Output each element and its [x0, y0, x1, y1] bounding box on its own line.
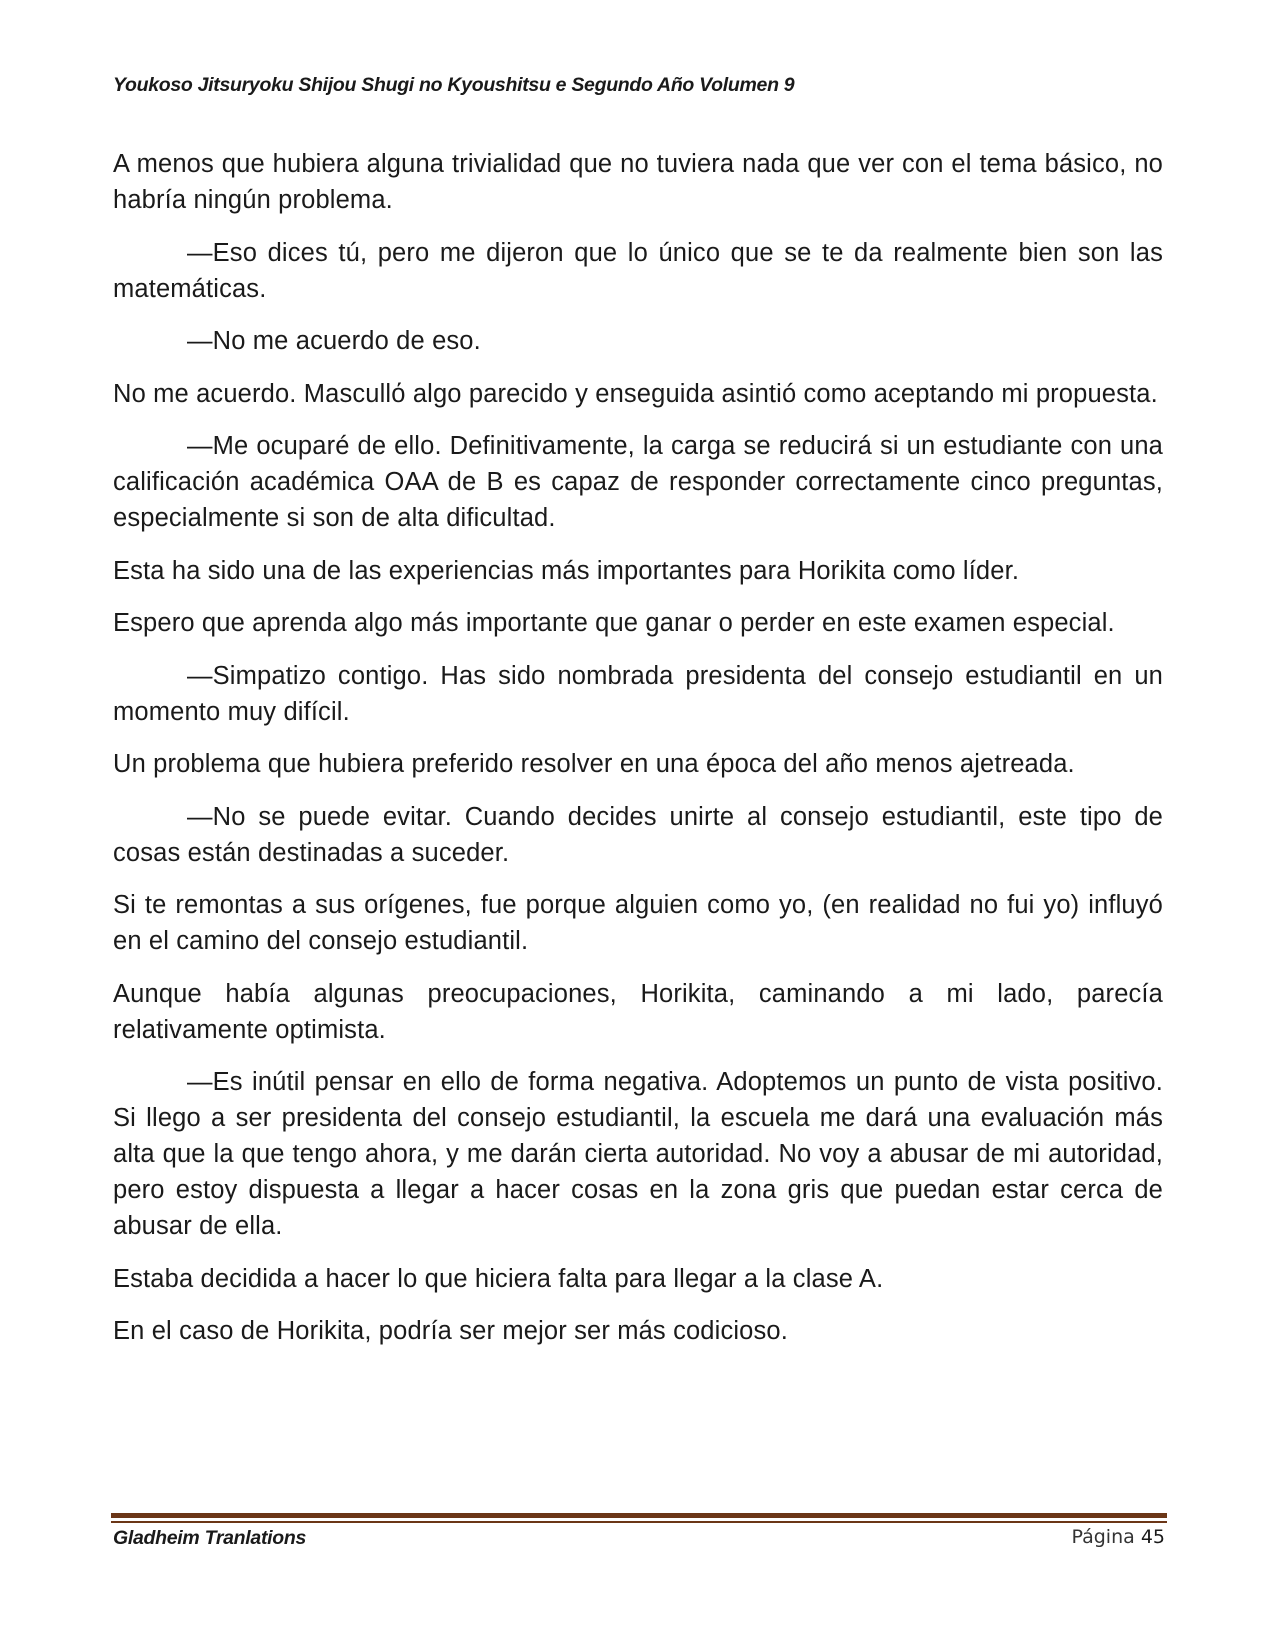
paragraph: Un problema que hubiera preferido resolver en una época del año menos ajetreada.: [113, 750, 1075, 778]
page-label: Página: [1071, 1526, 1135, 1548]
page-number: 45: [1140, 1526, 1165, 1548]
paragraph: A menos que hubiera alguna trivialidad que no tuviera nada que ver con el tema básico, no habría ningún problema.: [113, 150, 1163, 214]
footer-rule-thin: [111, 1521, 1167, 1523]
dialog-paragraph: —Simpatizo contigo. Has sido nombrada presidenta del consejo estudiantil en un momento muy difícil.: [113, 661, 1163, 726]
dialog-paragraph: —No se puede evitar. Cuando decides unirte al consejo estudiantil, este tipo de cosas están destinadas a suceder.: [113, 802, 1163, 867]
dialog-paragraph: —No me acuerdo de eso.: [187, 327, 481, 355]
dialog-paragraph: —Es inútil pensar en ello de forma negativa. Adoptemos un punto de vista positivo. Si llego a ser presidenta del consejo estudiantil, la escuela me dará una evaluación más alta que la que tengo ahora, y me darán cierta autoridad. No voy a abusar de mi autoridad, pero estoy dispuesta a llegar a hacer cosas en la zona gris que puedan estar cerca de abusar de ella.: [113, 1068, 1163, 1240]
paragraph: Aunque había algunas preocupaciones, Horikita, caminando a mi lado, parecía relativamente optimista.: [113, 979, 1163, 1044]
paragraph: No me acuerdo. Mascullό algo parecido y enseguida asintió como aceptando mi propuesta.: [113, 379, 1158, 408]
dialog-paragraph: —Eso dices tú, pero me dijeron que lo único que se te da realmente bien son las matemáticas.: [113, 238, 1163, 303]
paragraph: Espero que aprenda algo más importante que ganar o perder en este examen especial.: [113, 609, 1115, 637]
footer-publisher: Gladheim Tranlations: [113, 1527, 307, 1549]
page-number-block: [1071, 1526, 1165, 1548]
running-header-title: Youkoso Jitsuryoku Shijou Shugi no Kyoushitsu e Segundo Año Volumen 9: [113, 74, 795, 96]
paragraph: Estaba decidida a hacer lo que hiciera falta para llegar a la clase A.: [113, 1264, 884, 1293]
footer-rule-thick: [111, 1513, 1167, 1518]
dialog-paragraph: —Me ocuparé de ello. Definitivamente, la carga se reducirá si un estudiante con una calificación académica OAA de B es capaz de responder correctamente cinco preguntas, especialmente si son de alta dificultad.: [113, 432, 1163, 532]
page-body: [113, 146, 1163, 1366]
paragraph: En el caso de Horikita, podría ser mejor ser más codicioso.: [113, 1317, 788, 1345]
paragraph: Esta ha sido una de las experiencias más importantes para Horikita como líder.: [113, 556, 1020, 585]
paragraph: Si te remontas a sus orígenes, fue porque alguien como yo, (en realidad no fui yo) influyó en el camino del consejo estudiantil.: [113, 891, 1163, 955]
